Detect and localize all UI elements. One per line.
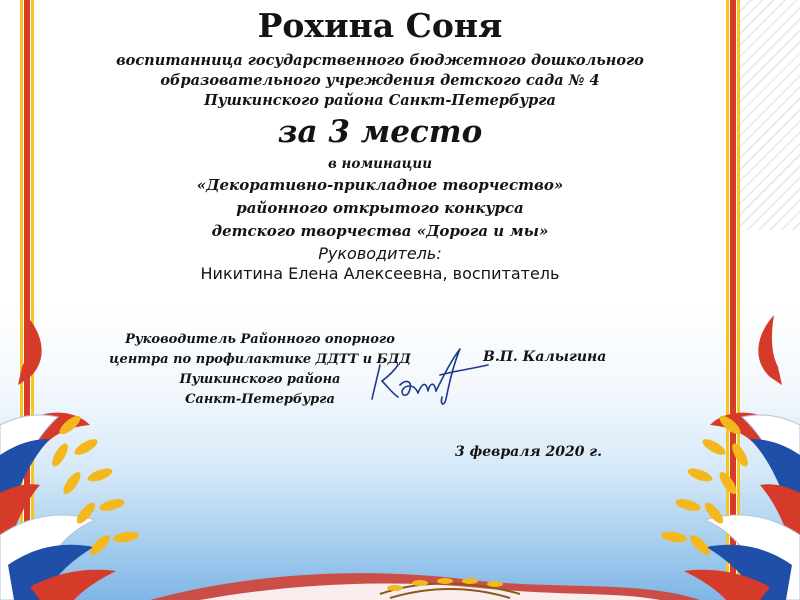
nomination-line-3: детского творчества «Дорога и мы» — [211, 222, 549, 240]
issue-date: 3 февраля 2020 г. — [455, 444, 603, 460]
position-line-2: центра по профилактике ДДТТ и БДД — [109, 352, 411, 367]
supervisor-label: Руководитель: — [318, 244, 442, 263]
position-line-3: Пушкинского района — [179, 372, 341, 387]
position-line-4: Санкт-Петербурга — [185, 392, 335, 407]
description-line-1: воспитанница государственного бюджетного дошкольного — [116, 52, 644, 69]
position-line-1: Руководитель Районного опорного — [125, 332, 395, 347]
recipient-name: Рохина Соня — [257, 6, 503, 45]
bottom-ribbon-decoration — [0, 550, 800, 600]
nomination-line-2: районного открытого конкурса — [236, 199, 524, 217]
nomination-intro: в номинации — [327, 156, 433, 172]
handwritten-signature — [360, 335, 490, 410]
description-line-2: образовательного учреждения детского сада № 4 — [160, 72, 600, 89]
description-line-3: Пушкинского района Санкт-Петербурга — [204, 92, 556, 109]
signer-name: В.П. Калыгина — [483, 349, 607, 365]
supervisor-name: Никитина Елена Алексеевна, воспитатель — [200, 264, 560, 283]
nomination-line-1: «Декоративно-прикладное творчество» — [196, 176, 564, 194]
place-award: за 3 место — [277, 114, 483, 150]
